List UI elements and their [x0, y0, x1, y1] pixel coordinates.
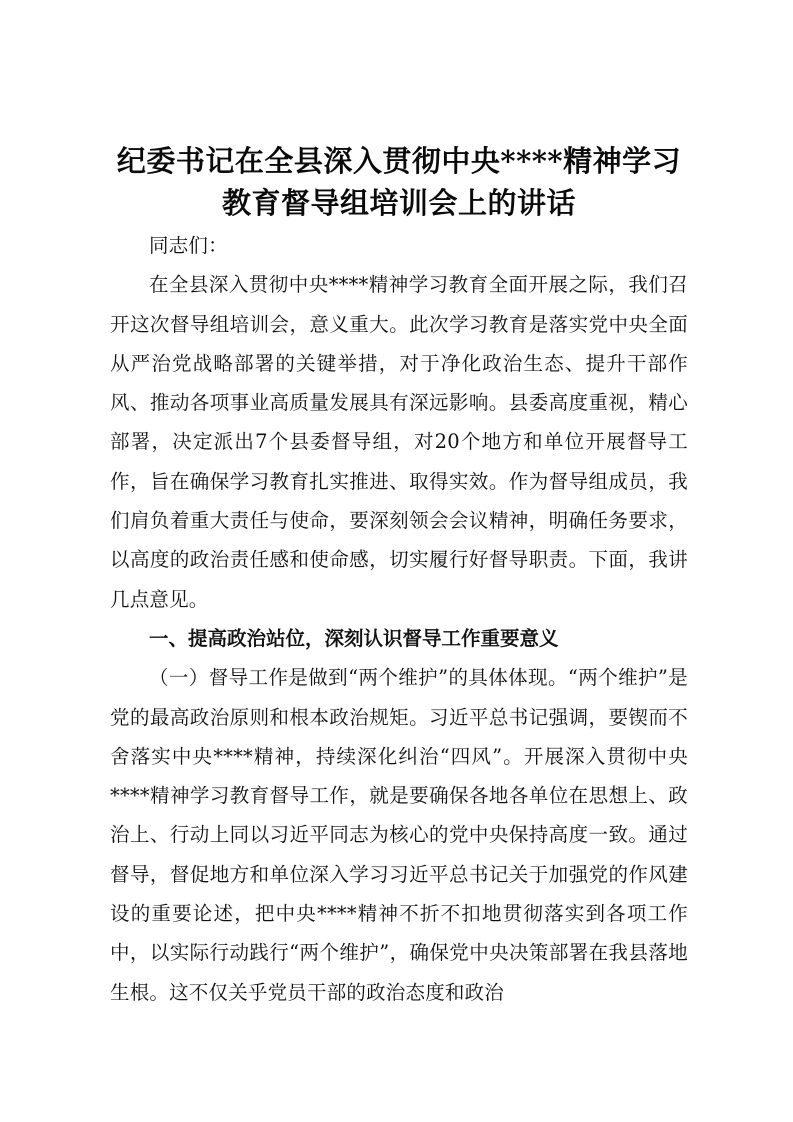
section-paragraph: （一）督导工作是做到“两个维护”的具体体现。“两个维护”是党的最高政治原则和根本政治规矩。习近平总书记强调，要锲而不舍落实中央****精神，持续深化纠治“四风”。开展深入贯彻中央****精神学习教育督导工作，就是要确保各地各单位在思想上、政治上、行动上同以习近平同志为核心的党中央保持高度一致。通过督导，督促地方和单位深入学习习近平总书记关于加强党的作风建设的重要论述，把中央****精神不折不扣地贯彻落实到各项工作中，以实际行动践行“两个维护”，确保党中央决策部署在我县落地生根。这不仅关乎党员干部的政治态度和政治: [110, 666, 688, 1004]
intro-paragraph: 在全县深入贯彻中央****精神学习教育全面开展之际，我们召开这次督导组培训会，意义重大。此次学习教育是落实党中央全面从严治党战略部署的关键举措，对于净化政治生态、提升干部作风、推动各项事业高质量发展具有深远影响。县委高度重视，精心部署，决定派出7个县委督导组，对20个地方和单位开展督导工作，旨在确保学习教育扎实推进、取得实效。作为督导组成员，我们肩负着重大责任与使命，要深刻领会会议精神，明确任务要求，以高度的政治责任感和使命感，切实履行好督导职责。下面，我讲几点意见。: [110, 273, 688, 611]
document-title: 纪委书记在全县深入贯彻中央****精神学习教育督导组培训会上的讲话: [116, 144, 682, 220]
salutation: 同志们：: [149, 234, 228, 257]
document-body: [110, 140, 688, 1012]
section-heading: 一、提高政治站位，深刻认识督导工作重要意义: [149, 626, 559, 650]
